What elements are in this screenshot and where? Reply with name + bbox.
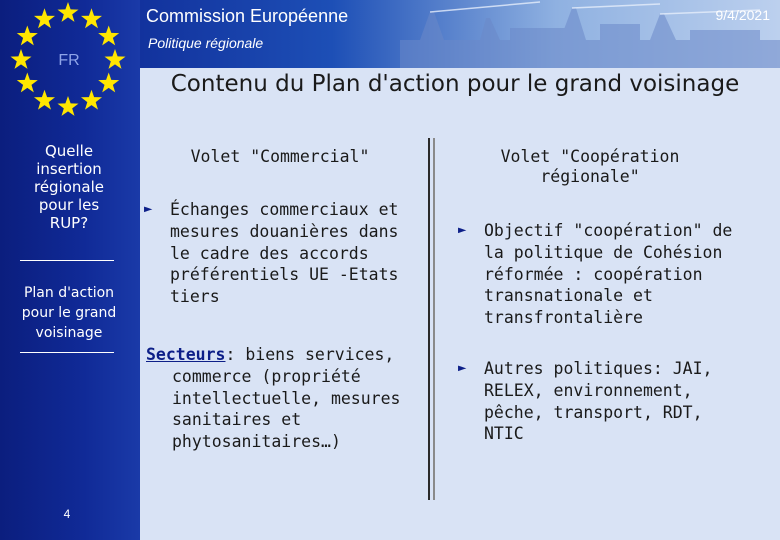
page-number: 4 (63, 507, 71, 521)
star-icon (17, 26, 38, 46)
bullet-arrow-icon: ► (144, 201, 153, 217)
bullet-text: Échanges commerciaux et mesures douanières dans le cadre des accords préférentiels UE -Etats tiers (170, 200, 399, 307)
sidebar-divider (20, 260, 114, 261)
star-icon (81, 90, 102, 110)
bullet-text: Autres politiques: JAI, RELEX, environnement, pêche, transport, RDT, NTIC (484, 359, 713, 444)
star-icon (17, 73, 38, 93)
star-icon (58, 2, 79, 22)
star-icon (98, 73, 119, 93)
bullet-text: Objectif "coopération" de la politique de Cohésion réformée : coopération transnationale et transfrontalière (484, 221, 733, 328)
bullet-arrow-icon: ► (458, 360, 467, 376)
sidebar-question: Quelle insertion régionale pour les RUP? (33, 142, 105, 232)
star-icon (34, 8, 55, 28)
bullet-arrow-icon: ► (458, 222, 467, 238)
department-subtitle: Politique régionale (148, 35, 264, 51)
slide-body (140, 68, 780, 540)
column-heading-cooperation: Volet "Coopération régionale" (500, 147, 680, 186)
sectors-first-line: biens services, (235, 345, 395, 364)
slide-title: Contenu du Plan d'action pour le grand voisinage (170, 71, 740, 97)
star-icon (58, 96, 79, 116)
organization-title: Commission Européenne (146, 6, 349, 26)
sectors-colon: : (225, 345, 236, 364)
column-heading-commercial: Volet "Commercial" (190, 147, 370, 166)
sectors-paragraph (146, 344, 416, 453)
star-icon (34, 90, 55, 110)
star-icon (81, 8, 102, 28)
star-icon (98, 26, 119, 46)
star-icon (105, 49, 126, 69)
bullet-trade (144, 199, 414, 308)
sidebar (0, 0, 140, 540)
header-band (140, 0, 780, 68)
sidebar-divider (20, 352, 114, 353)
column-divider (428, 138, 435, 500)
sectors-continuation: commerce (propriété intellectuelle, mesures sanitaires et phytosanitaires…) (172, 366, 401, 452)
sidebar-section-title: Plan d'action pour le grand voisinage (21, 285, 117, 341)
country-code: FR (58, 52, 80, 69)
star-icon (11, 49, 32, 69)
bullet-other-policies (458, 358, 748, 445)
slide-date: 9/4/2021 (715, 7, 770, 23)
bullet-cooperation-objective (458, 220, 748, 329)
sectors-keyword: Secteurs (146, 345, 226, 364)
